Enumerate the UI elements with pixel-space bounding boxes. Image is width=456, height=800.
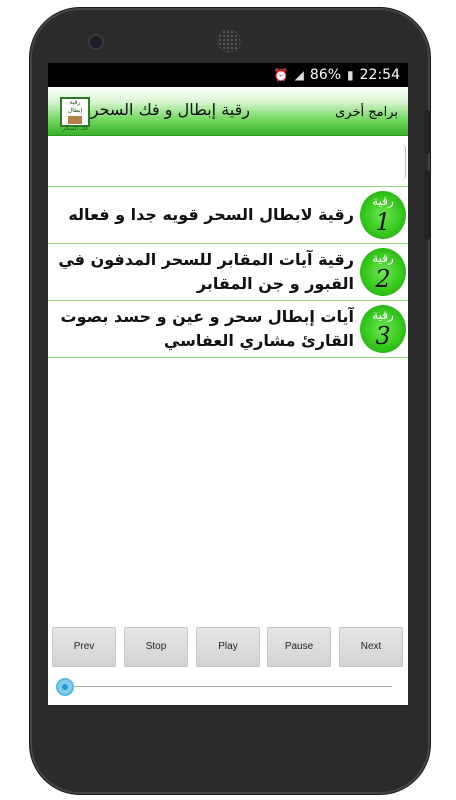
- logo-text-top: رقية إبطال: [67, 99, 83, 114]
- list-item[interactable]: [48, 187, 408, 244]
- ruqyah-badge-icon: [360, 248, 406, 296]
- search-handle: [399, 144, 406, 180]
- screen: [48, 63, 408, 705]
- app-title: رقية إبطال و فك السحر: [90, 100, 250, 119]
- logo-text-bottom: فك السحر: [62, 125, 88, 132]
- badge-number: 1: [375, 208, 391, 236]
- battery-icon: ▮: [347, 68, 354, 82]
- status-bar: [48, 63, 408, 87]
- list-item-title: آيات إبطال سحر و عين و حسد بصوت القارئ مشاري العفاسي: [60, 307, 354, 350]
- ruqyah-badge-icon: [360, 191, 406, 239]
- seek-thumb[interactable]: [56, 678, 74, 696]
- power-button: [424, 110, 430, 154]
- badge-word: رقية: [372, 308, 394, 322]
- seek-bar[interactable]: [56, 677, 392, 697]
- badge-number: 3: [375, 322, 391, 350]
- search-area[interactable]: [48, 136, 408, 187]
- app-bar: [48, 87, 408, 136]
- prev-button[interactable]: Prev: [52, 627, 116, 667]
- logo-image: [68, 116, 82, 124]
- stop-button[interactable]: Stop: [124, 627, 188, 667]
- earpiece-speaker-icon: [217, 29, 241, 53]
- front-camera-icon: [88, 34, 104, 50]
- app-logo: [60, 97, 90, 132]
- list-item[interactable]: [48, 244, 408, 301]
- alarm-icon: ⏰: [273, 68, 289, 82]
- other-apps-button[interactable]: برامج أخرى: [335, 105, 398, 120]
- list-item[interactable]: [48, 301, 408, 358]
- volume-button: [424, 170, 430, 240]
- seek-track: [64, 686, 392, 687]
- list-item-title: رقية آيات المقابر للسحر المدفون في القبور و جن المقابر: [58, 250, 354, 293]
- signal-icon: ◢: [294, 68, 304, 82]
- media-controls: [48, 627, 408, 667]
- list-item-title: رقية لابطال السحر قويه جدا و فعاله: [68, 205, 354, 224]
- badge-word: رقية: [372, 194, 394, 208]
- clock: 22:54: [359, 67, 400, 83]
- ruqyah-list: [48, 187, 408, 358]
- pause-button[interactable]: Pause: [267, 627, 331, 667]
- battery-percent: 86%: [309, 67, 342, 83]
- next-button[interactable]: Next: [339, 627, 403, 667]
- badge-word: رقية: [372, 251, 394, 265]
- badge-number: 2: [375, 265, 391, 293]
- ruqyah-badge-icon: [360, 305, 406, 353]
- play-button[interactable]: Play: [196, 627, 260, 667]
